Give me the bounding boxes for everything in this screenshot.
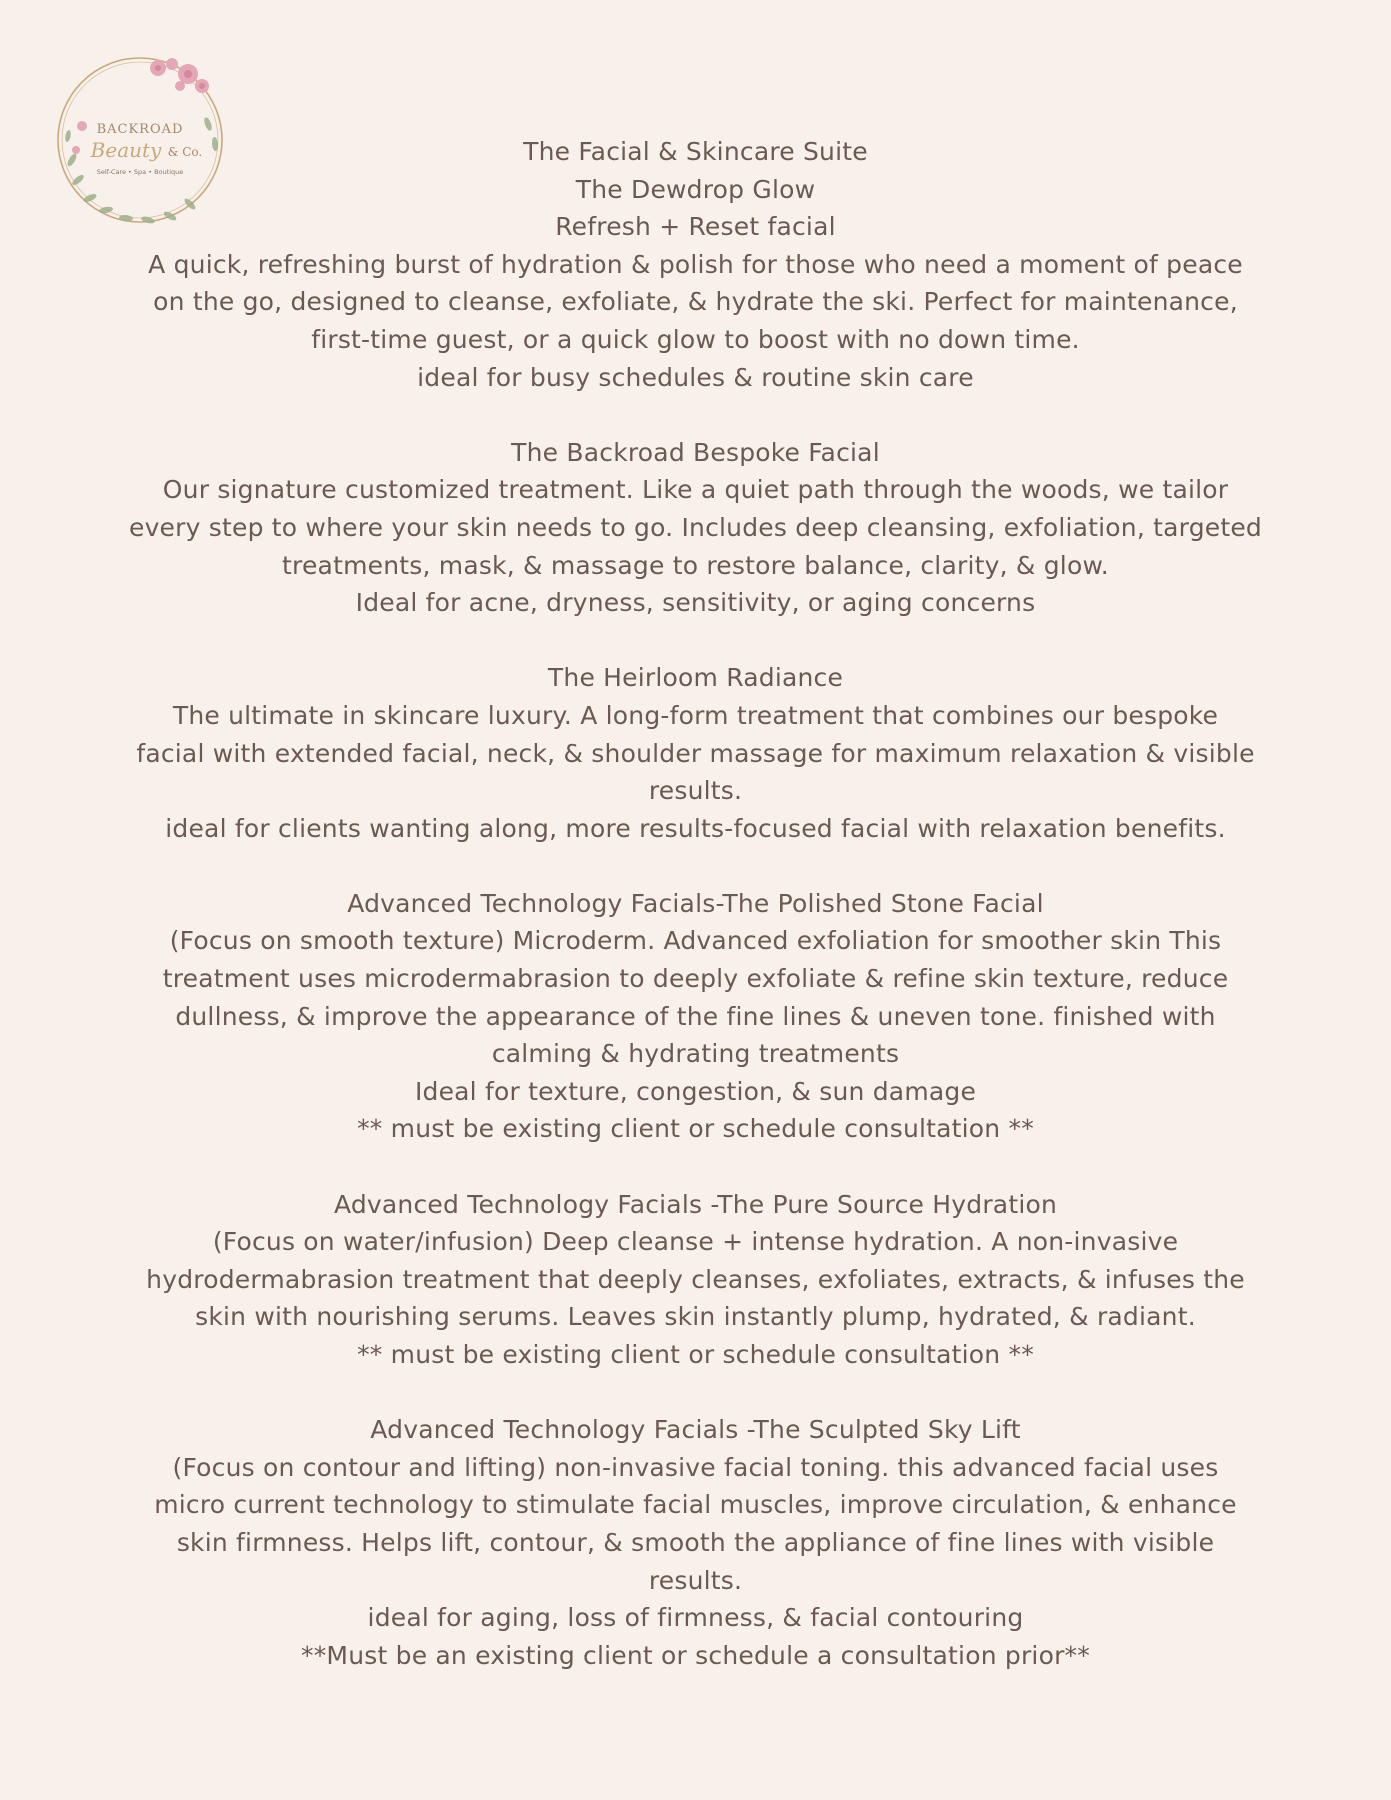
section-line: Ideal for texture, congestion, & sun damage <box>414 1076 977 1106</box>
logo-tagline: Self-Care • Spa • Boutique <box>96 168 184 176</box>
section-line: ideal for clients wanting along, more results-focused facial with relaxation benefits. <box>165 813 1226 843</box>
section-line: results. <box>648 776 743 806</box>
section-heirloom-radiance <box>80 659 1311 847</box>
section-line: facial with extended facial, neck, & shoulder massage for maximum relaxation & visible <box>136 738 1255 768</box>
section-line: on the go, designed to cleanse, exfoliate, & hydrate the ski. Perfect for maintenance, <box>153 287 1238 317</box>
section-sculpted-sky-lift <box>80 1411 1311 1674</box>
section-line: calming & hydrating treatments <box>491 1039 900 1069</box>
section-line: dullness, & improve the appearance of the fine lines & uneven tone. finished with <box>175 1001 1216 1031</box>
section-pure-source-hydration <box>80 1186 1311 1374</box>
section-line: (Focus on water/infusion) Deep cleanse + intense hydration. A non-invasive <box>212 1227 1179 1257</box>
section-line: Refresh + Reset facial <box>555 212 836 242</box>
section-line: results. <box>648 1565 743 1595</box>
section-line: ideal for busy schedules & routine skin care <box>417 362 974 392</box>
section-divider <box>80 1374 1311 1412</box>
logo-name-script: Beauty <box>90 138 162 162</box>
section-line: treatment uses microdermabrasion to deeply exfoliate & refine skin texture, reduce <box>162 964 1229 994</box>
logo-name-suffix: & Co. <box>167 145 203 159</box>
section-title: The Dewdrop Glow <box>575 174 816 204</box>
section-divider <box>80 847 1311 885</box>
section-divider <box>80 396 1311 434</box>
section-line: ** must be existing client or schedule consultation ** <box>357 1340 1034 1369</box>
section-line: skin firmness. Helps lift, contour, & smooth the appliance of fine lines with visible <box>176 1527 1215 1557</box>
section-polished-stone <box>80 885 1311 1148</box>
section-title: Advanced Technology Facials -The Pure Source Hydration <box>333 1189 1058 1219</box>
section-title: Advanced Technology Facials -The Sculpted Sky Lift <box>370 1415 1021 1445</box>
facial-menu <box>80 133 1311 1674</box>
section-line: treatments, mask, & massage to restore balance, clarity, & glow. <box>282 550 1109 580</box>
section-line: Our signature customized treatment. Like a quiet path through the woods, we tailor <box>162 475 1229 505</box>
section-line: skin with nourishing serums. Leaves skin instantly plump, hydrated, & radiant. <box>195 1302 1196 1332</box>
section-line: The ultimate in skincare luxury. A long-form treatment that combines our bespoke <box>172 700 1219 730</box>
section-title: The Heirloom Radiance <box>547 663 844 693</box>
section-backroad-bespoke <box>80 434 1311 622</box>
section-line: hydrodermabrasion treatment that deeply cleanses, exfoliates, extracts, & infuses the <box>146 1264 1245 1294</box>
logo-name-top: BACKROAD <box>96 122 184 137</box>
section-line: ** must be existing client or schedule consultation ** <box>357 1114 1034 1144</box>
section-line: **Must be an existing client or schedule a consultation prior** <box>301 1640 1090 1670</box>
section-divider <box>80 622 1311 660</box>
section-line: A quick, refreshing burst of hydration & polish for those who need a moment of peace <box>148 249 1243 279</box>
section-line: (Focus on smooth texture) Microderm. Advanced exfoliation for smoother skin This <box>169 926 1222 956</box>
section-title: Advanced Technology Facials-The Polished Stone Facial <box>347 888 1044 918</box>
section-line: first-time guest, or a quick glow to boost with no down time. <box>311 324 1080 354</box>
section-line: ideal for aging, loss of firmness, & facial contouring <box>367 1603 1024 1633</box>
section-dewdrop-glow <box>80 171 1311 397</box>
page-title: The Facial & Skincare Suite <box>523 137 868 166</box>
section-title: The Backroad Bespoke Facial <box>511 437 880 467</box>
section-line: (Focus on contour and lifting) non-invasive facial toning. this advanced facial uses <box>172 1452 1219 1482</box>
section-line: micro current technology to stimulate facial muscles, improve circulation, & enhance <box>154 1490 1237 1520</box>
section-line: every step to where your skin needs to go. Includes deep cleansing, exfoliation, targeted <box>128 512 1262 542</box>
section-line: Ideal for acne, dryness, sensitivity, or aging concerns <box>355 588 1036 618</box>
section-divider <box>80 1148 1311 1186</box>
